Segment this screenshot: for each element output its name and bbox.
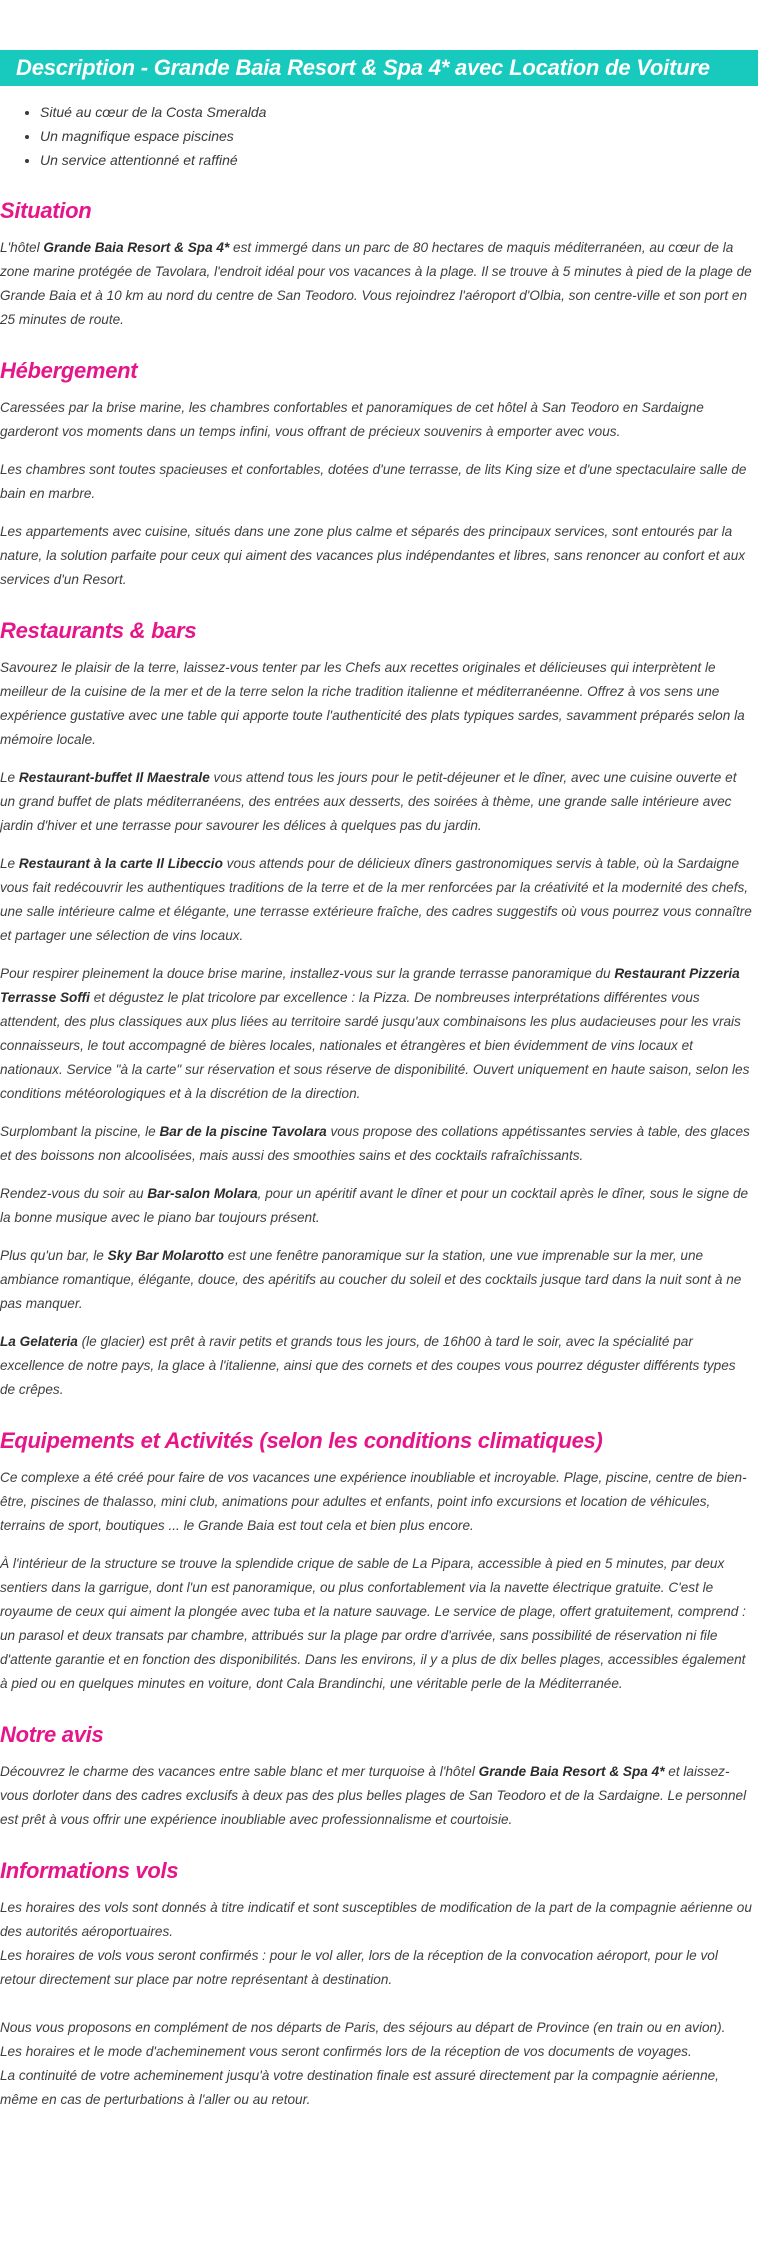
text-run: L'hôtel [0, 240, 44, 255]
text-run: vous propose des collations appétissantes servies à table, des glaces et des boissons non alcoolisées, mais aussi des smoothies sains et des cocktails rafraîchissants. [0, 1124, 750, 1163]
hotel-name: Grande Baia Resort & Spa 4* [43, 240, 230, 255]
text-run: Rendez-vous du soir au [0, 1186, 148, 1201]
highlight-item: • Situé au cœur de la Costa Smeralda [40, 100, 758, 124]
venue-name: Bar-salon Molara [147, 1186, 258, 1201]
vols-line: La continuité de votre acheminement jusqu'à votre destination finale est assuré directement par la compagnie aérienne, même en cas de perturbations à l'aller ou au retour. [0, 2068, 719, 2107]
text-run: vous attend tous les jours pour le petit-déjeuner et le dîner, avec une cuisine ouverte et un grand buffet de plats méditerranéens, des entrées aux desserts, des soirées à thème, une grande salle intérieure avec jardin d'hiver et une terrasse pour savourer les délices à quelques pas du jardin. [0, 770, 737, 833]
hebergement-paragraph: Caressées par la brise marine, les chambres confortables et panoramiques de cet hôtel à San Teodoro en Sardaigne garderont vos moments dans un temps infini, vous offrant de précieux souvenirs à emporter avec vous. [0, 400, 704, 439]
text-run: Découvrez le charme des vacances entre sable blanc et mer turquoise à l'hôtel [0, 1764, 479, 1779]
section-heading-situation: Situation [0, 198, 92, 223]
text-run: Surplombant la piscine, le [0, 1124, 160, 1139]
venue-name: Restaurant-buffet Il Maestrale [18, 770, 210, 785]
avis-paragraph [0, 1760, 758, 1832]
restaurants-paragraph [0, 1182, 758, 1230]
restaurants-paragraph: Savourez le plaisir de la terre, laissez-vous tenter par les Chefs aux recettes originales et délicieuses qui interprètent le meilleur de la cuisine de la mer et de la terre selon la riche tradition italienne et méditerranéenne. Offrez à vos sens une expérience gustative avec une table qui apporte toute l'authenticité des plats typiques sardes, savamment préparés selon la mémoire locale. [0, 660, 745, 747]
restaurants-paragraph [0, 1330, 758, 1402]
venue-name: Restaurant Pizzeria Terrasse Soffi [0, 966, 740, 1005]
equipements-paragraph: Ce complexe a été créé pour faire de vos vacances une expérience inoubliable et incroyable. Plage, piscine, centre de bien-être, piscines de thalasso, mini club, animations pour adultes et enfants, point info excursions et location de véhicules, terrains de sport, boutiques ... le Grande Baia est tout cela et bien plus encore. [0, 1470, 747, 1533]
restaurants-paragraph [0, 766, 758, 838]
vols-line: Les horaires de vols vous seront confirmés : pour le vol aller, lors de la réception de la convocation aéroport, pour le vol retour directement sur place par notre représentant à destination. [0, 1948, 718, 1987]
vols-paragraph [0, 2016, 758, 2112]
text-run: Le [0, 770, 19, 785]
text-run: Le [0, 856, 19, 871]
restaurants-paragraph [0, 962, 758, 1106]
text-run: vous attends pour de délicieux dîners gastronomiques servis à table, où la Sardaigne vous fait redécouvrir les authentiques traditions de la terre et de la mer renforcées par la créativité et la modernité des chefs, une salle intérieure calme et élégante, une terrasse extérieure fraîche, des cadres suggestifs où vous pourrez vous connaître et partager une sélection de vins locaux. [0, 856, 752, 943]
section-heading-avis: Notre avis [0, 1722, 104, 1747]
highlight-item: • Un service attentionné et raffiné [40, 148, 758, 172]
restaurants-paragraph [0, 852, 758, 948]
restaurants-paragraph [0, 1244, 758, 1316]
equipements-paragraph: À l'intérieur de la structure se trouve la splendide crique de sable de La Pipara, accessible à pied en 5 minutes, par deux sentiers dans la garrigue, dont l'un est panoramique, ou plus confortablement via la navette électrique gratuite. C'est le royaume de ceux qui aiment la plongée avec tuba et la nature sauvage. Le service de plage, offert gratuitement, comprend : un parasol et deux transats par chambre, attribués sur la plage par ordre d'arrivée, sans possibilité de réservation ni file d'attente garantie et en fonction des disponibilités. Dans les environs, il y a plus de dix belles plages, accessibles également à pied ou en quelques minutes en voiture, dont Cala Brandinchi, une véritable perle de la Méditerranée. [0, 1556, 746, 1691]
venue-name: Bar de la piscine Tavolara [159, 1124, 327, 1139]
banner-title: Description - Grande Baia Resort & Spa 4* avec Location de Voiture [16, 55, 710, 80]
vols-line: Nous vous proposons en complément de nos départs de Paris, des séjours au départ de Province (en train ou en avion). [0, 2020, 726, 2035]
text-run: Pour respirer pleinement la douce brise marine, installez-vous sur la grande terrasse panoramique du [0, 966, 615, 981]
situation-paragraph [0, 236, 758, 332]
vols-line: Les horaires des vols sont donnés à titre indicatif et sont susceptibles de modification de la part de la compagnie aérienne ou des autorités aéroportuaires. [0, 1900, 752, 1939]
description-banner [0, 50, 758, 86]
text-run: , pour un apéritif avant le dîner et pour un cocktail après le dîner, sous le signe de la bonne musique avec le piano bar toujours présent. [0, 1186, 749, 1225]
section-heading-equipements: Equipements et Activités (selon les conditions climatiques) [0, 1428, 603, 1453]
text-run: Plus qu'un bar, le [0, 1248, 108, 1263]
highlights-list [0, 100, 758, 172]
hotel-name: Grande Baia Resort & Spa 4* [478, 1764, 665, 1779]
text-run: est une fenêtre panoramique sur la station, une vue imprenable sur la mer, une ambiance romantique, élégante, douce, des apéritifs au coucher du soleil et des cocktails jusque tard dans la nuit sont à ne pas manquer. [0, 1248, 742, 1311]
section-heading-hebergement: Hébergement [0, 358, 138, 383]
highlight-item: • Un magnifique espace piscines [40, 124, 758, 148]
vols-line: Les horaires et le mode d'acheminement vous seront confirmés lors de la réception de vos documents de voyages. [0, 2044, 692, 2059]
text-run: est immergé dans un parc de 80 hectares de maquis méditerranéen, au cœur de la zone marine protégée de Tavolara, l'endroit idéal pour vos vacances à la plage. Il se trouve à 5 minutes à pied de la plage de Grande Baia et à 10 km au nord du centre de San Teodoro. Vous rejoindrez l'aéroport d'Olbia, son centre-ville et son port en 25 minutes de route. [0, 240, 752, 327]
section-heading-restaurants: Restaurants & bars [0, 618, 197, 643]
vols-paragraph [0, 1896, 758, 1992]
text-run: et laissez-vous dorloter dans des cadres exclusifs à deux pas des plus belles plages de San Teodoro et de la Sardaigne. Le personnel est prêt à vous offrir une expérience inoubliable avec professionnalisme et courtoisie. [0, 1764, 747, 1827]
venue-name: Sky Bar Molarotto [107, 1248, 224, 1263]
hebergement-paragraph: Les appartements avec cuisine, situés dans une zone plus calme et séparés des principaux services, sont entourés par la nature, la solution parfaite pour ceux qui aiment des vacances plus indépendantes et libres, sans renoncer au confort et aux services d'un Resort. [0, 524, 746, 587]
venue-name: La Gelateria [0, 1334, 78, 1349]
section-heading-vols: Informations vols [0, 1858, 179, 1883]
restaurants-paragraph [0, 1120, 758, 1168]
text-run: (le glacier) est prêt à ravir petits et grands tous les jours, de 16h00 à tard le soir, avec la spécialité par excellence de notre pays, la glace à l'italienne, ainsi que des cornets et des coupes vous pourrez déguster différents types de crêpes. [0, 1334, 736, 1397]
venue-name: Restaurant à la carte Il Libeccio [18, 856, 223, 871]
text-run: et dégustez le plat tricolore par excellence : la Pizza. De nombreuses interprétations différentes vous attendent, des plus classiques aux plus liées au territoire sardé jusqu'aux combinaisons les plus audacieuses pour les vrais connaisseurs, le tout accompagné de bières locales, nationales et étrangères et bien évidemment de vins locaux et nationaux. Service "à la carte" sur réservation et sous réserve de disponibilité. Ouvert uniquement en haute saison, selon les conditions météorologiques et à la discrétion de la direction. [0, 990, 750, 1101]
hebergement-paragraph: Les chambres sont toutes spacieuses et confortables, dotées d'une terrasse, de lits King size et d'une spectaculaire salle de bain en marbre. [0, 462, 747, 501]
